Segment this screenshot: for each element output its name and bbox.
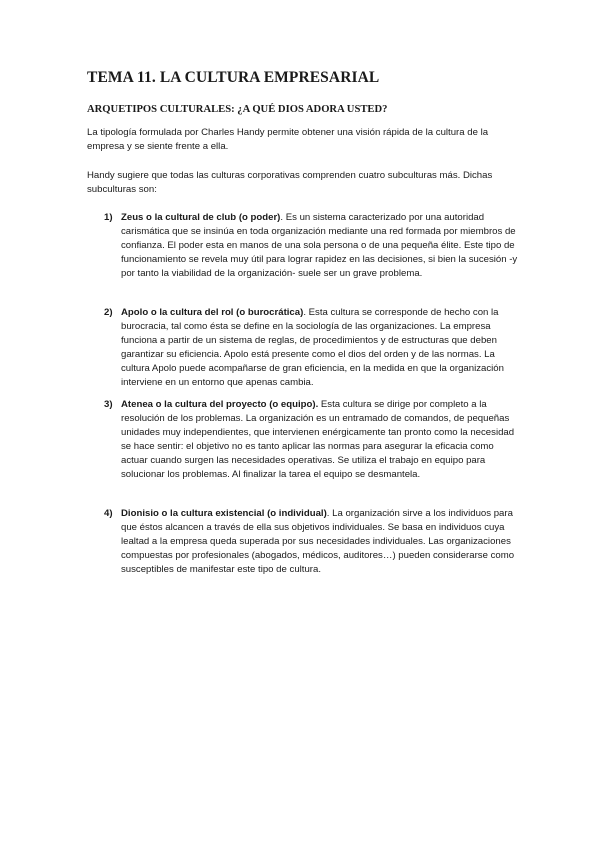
intro-paragraph: La tipología formulada por Charles Handy permite obtener una visión rápida de la cultura de la empresa y se siente frente a ella. bbox=[87, 127, 489, 152]
list-item-number: 4) bbox=[104, 508, 113, 519]
section-subtitle: ARQUETIPOS CULTURALES: ¿A QUÉ DIOS ADORA USTED? bbox=[87, 104, 388, 115]
list-item-heading: Apolo o la cultura del rol (o burocrática) bbox=[121, 307, 304, 318]
list-item-heading: Dionisio o la cultura existencial (o individual) bbox=[121, 508, 327, 519]
list-item-body bbox=[121, 306, 523, 390]
list-item-body bbox=[121, 398, 523, 482]
list-item-number: 1) bbox=[104, 212, 113, 223]
list-item-text: Esta cultura se dirige por completo a la resolución de los problemas. La organización es un entramado de comandos, de pequeñas unidades muy independientes, que intervienen enérgicamente tan pronto como la necesidad se hace sentir: el objetivo no es tanto aplicar las normas para asegurar la eficacia como actuar cuando surgen las necesidades operativas. Se utiliza el trabajo en equipo para solucionar los problemas. Al finalizar la tarea el equipo se desmantela. bbox=[121, 399, 515, 480]
list-item-heading: Zeus o la cultural de club (o poder) bbox=[121, 212, 281, 223]
list-item-body bbox=[121, 507, 523, 577]
second-paragraph: Handy sugiere que todas las culturas corporativas comprenden cuatro subculturas más. Dichas subculturas son: bbox=[87, 170, 493, 195]
list-item-text: . Esta cultura se corresponde de hecho con la burocracia, tal como ésta se define en la sociología de las organizaciones. La empresa funciona a partir de un sistema de reglas, de procedimientos y de estructuras que deben garantizar su eficiencia. Apolo está presente como el dios del orden y de las normas. La cultura Apolo puede acompañarse de gran eficiencia, en la medida en que la organización interviene en un entorno que apenas cambia. bbox=[121, 307, 504, 388]
list-item-number: 2) bbox=[104, 307, 113, 318]
list-item-number: 3) bbox=[104, 399, 113, 410]
page-title: TEMA 11. LA CULTURA EMPRESARIAL bbox=[87, 69, 380, 86]
list-item-text: . La organización sirve a los individuos para que éstos alcancen a través de ella sus objetivos individuales. Se basa en individuos cuya lealtad a la empresa queda superada por sus necesidades individuales. Las organizaciones compuestas por profesionales (abogados, médicos, auditores…) pueden considerarse como susceptibles de manifestar este tipo de cultura. bbox=[121, 508, 515, 575]
list-item-text: . Es un sistema caracterizado por una autoridad carismática que se insinúa en toda organización mediante una red formada por miembros de confianza. El poder esta en manos de una sola persona o de una pequeña élite. Este tipo de funcionamiento se revela muy útil para lograr rapidez en las decisiones, si bien la sucesión -y por tanto la viabilidad de la organización- suele ser un grave problema. bbox=[121, 212, 518, 279]
list-item-body bbox=[121, 211, 523, 281]
list-item-heading: Atenea o la cultura del proyecto (o equipo). bbox=[121, 399, 319, 410]
